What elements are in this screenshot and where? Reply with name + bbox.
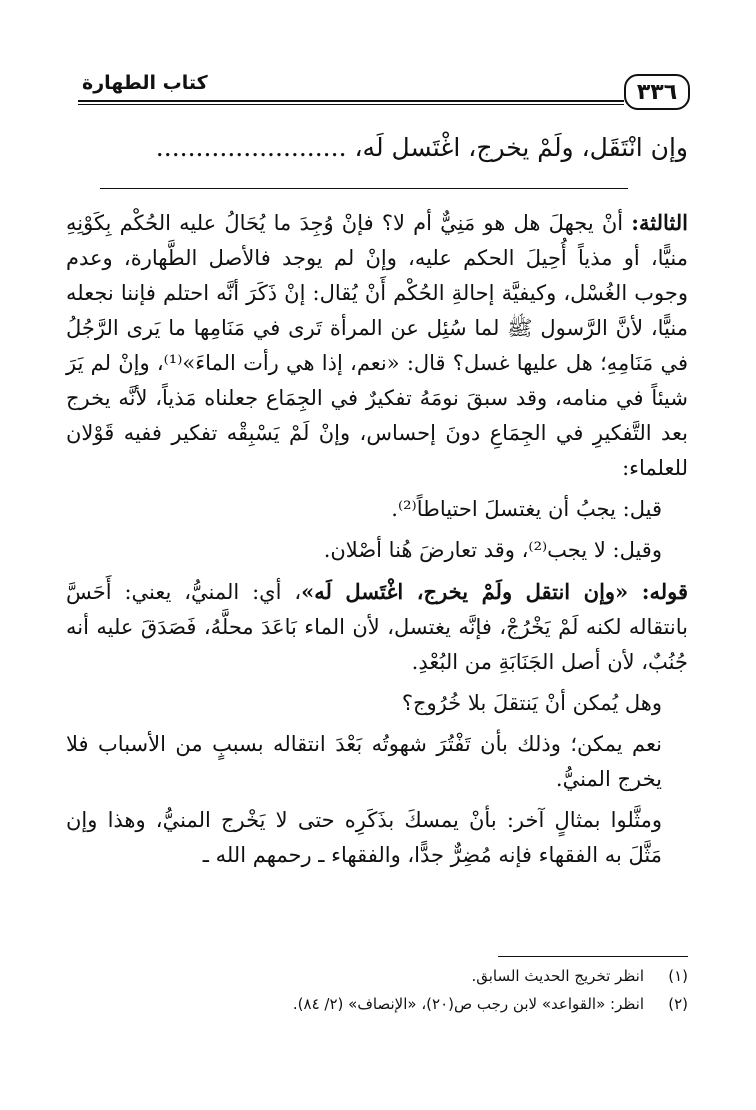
paragraph-lead: الثالثة: — [631, 210, 688, 235]
paragraph-answer: نعم يمكن؛ وذلك بأن تَفْتُرَ شهوتُه بَعْدَ انتقاله بسببٍ من الأسباب فلا يخرج المنيُّ. — [66, 732, 662, 791]
page-header — [78, 72, 690, 116]
matn-separator — [100, 188, 628, 189]
qawluh-text: ، أي: المنيُّ، يعني: أَحَسَّ بانتقاله لكنه لَمْ يَخْرُجْ، فإنَّه يغتسل، لأن الماء بَاعَدَ محلَّهُ، فَصَدَقَ عليه أنه جُنُبٌ، لأن أصل الجَنَابَةِ من البُعْدِ. — [66, 580, 688, 674]
matn-sentence: وإن انْتَقَل، ولَمْ يخرج، اغْتَسل لَه، — [346, 133, 688, 162]
footnote-number: (٢) — [668, 995, 688, 1013]
footnote-number: (١) — [668, 967, 688, 985]
paragraph-qawluh — [66, 574, 688, 680]
paragraph-opinion-1: قيل: يجبُ أن يغتسلَ احتياطاً⁽²⁾. — [391, 497, 662, 521]
footnotes — [66, 962, 688, 1018]
paragraph-third-case — [66, 205, 688, 486]
paragraph-example: ومثَّلوا بمثالٍ آخر: بأنْ يمسكَ بذَكَرِه حتى لا يَخْرج المنيُّ، وهذا وإن مَثَّلَ به الفقهاء فإنه مُضِرٌّ جدًّا، والفقهاء ـ رحمهم الله ـ — [66, 808, 662, 867]
paragraph-question: وهل يُمكن أنْ يَنتقلَ بلا خُرُوج؟ — [401, 691, 662, 715]
book-title: كتاب الطهارة — [82, 72, 208, 94]
page-number: ٣٣٦ — [624, 74, 690, 110]
matn-dots: ........................ — [155, 133, 347, 162]
matn-text — [68, 126, 688, 170]
footnote — [66, 962, 688, 990]
commentary-body — [66, 205, 688, 873]
paragraph-text: أنْ يجهلَ هل هو مَنِيٌّ أم لا؟ فإنْ وُجِدَ ما يُحَالُ عليه الحُكْم بِكَوْنِهِ منيًّا، أو مذياً أُحِيلَ الحكم عليه، وإنْ لم يوجد فالأصل الطَّهارة، وعدم وجوب الغُسْل، وكيفيَّة إحالةِ الحُكْم أَنْ يُقال: إنْ ذَكَرَ أنَّه احتلم فإننا نجعله منيًّا، لأنَّ الرَّسول ﷺ لما سُئِل عن المرأة تَرى في مَنَامِها ما يَرى الرَّجُلُ في مَنَامِهِ؛ هل عليها غسل؟ قال: «نعم، إذا هي رأت الماءَ»⁽¹⁾، وإنْ لم يَرَ شيئاً في منامه، وقد سبقَ نومَهُ تفكيرٌ في الجِمَاع جعلناه مَذياً، لأنَّه يخرج بعد التَّفكيرِ في الجِمَاعِ دونَ إحساس، وإنْ لَمْ يَسْبِقْه تفكير ففيه قَوْلان للعلماء: — [66, 211, 688, 480]
paragraph-opinion-2: وقيل: لا يجب⁽²⁾، وقد تعارضَ هُنا أصْلان. — [323, 538, 662, 562]
qawluh-lead: قوله: «وإن انتقل ولَمْ يخرج، اغْتَسل لَه» — [301, 579, 688, 604]
footnote — [66, 990, 688, 1018]
header-rule — [78, 100, 624, 105]
footnote-text: انظر: «القواعد» لابن رجب ص(٢٠)، «الإنصاف» (٢/ ٨٤). — [292, 995, 644, 1013]
footnote-separator — [498, 956, 688, 957]
footnote-text: انظر تخريج الحديث السابق. — [471, 967, 644, 985]
